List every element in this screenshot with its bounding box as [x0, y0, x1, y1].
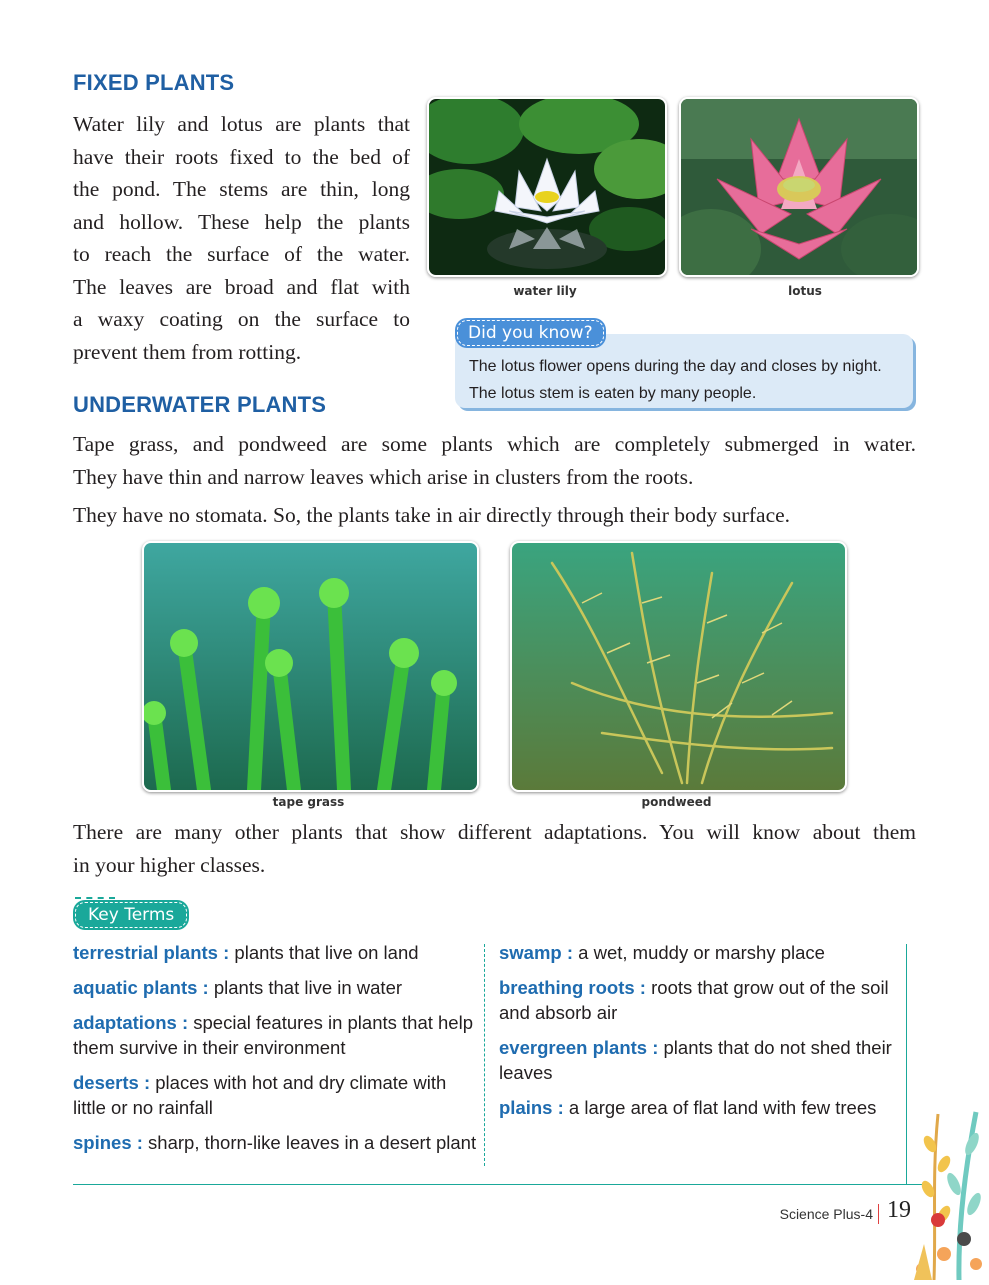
key-terms-label: Key Terms [75, 902, 187, 928]
key-term-item [73, 940, 478, 965]
right-vertical-rule [906, 944, 907, 1184]
underwater-plants-paragraph [73, 428, 916, 493]
key-terms-divider [484, 944, 485, 1166]
key-term-word: terrestrial plants : [73, 942, 230, 963]
text-line: Water lily and lotus are plants that [73, 112, 410, 136]
key-term-word: adaptations : [73, 1012, 189, 1033]
did-you-know-line: The lotus flower opens during the day and closes by night. [469, 358, 882, 375]
text-line: The leaves are broad and flat with [73, 274, 410, 299]
pondweed-caption: pondweed [641, 795, 712, 809]
key-term-item [499, 975, 904, 1025]
key-term-item [73, 1130, 478, 1155]
key-terms-left-column [73, 940, 478, 1155]
key-term-word: deserts : [73, 1072, 151, 1093]
lotus-photo [679, 97, 919, 277]
key-term-word: aquatic plants : [73, 977, 209, 998]
key-term-item [499, 1095, 904, 1120]
text-line: a waxy coating on the surface to [73, 307, 410, 331]
key-term-definition: a large area of flat land with few trees [563, 1097, 877, 1118]
pondweed-photo [510, 541, 847, 792]
fixed-plants-heading: FIXED PLANTS [73, 70, 235, 95]
key-term-item [73, 975, 478, 1000]
text-line: the pond. The stems are thin, long [73, 177, 410, 201]
text-line: and hollow. These help the plants [73, 209, 410, 234]
key-term-item [73, 1070, 478, 1120]
closing-paragraph [73, 816, 916, 881]
fixed-plants-paragraph [73, 108, 410, 368]
water-lily-caption: water lily [513, 284, 577, 298]
text-line: in your higher classes. [73, 852, 266, 877]
key-term-definition: special features in plants that help them survive in their environment [73, 1012, 473, 1058]
key-term-item [73, 1010, 478, 1060]
key-term-definition: plants that live on land [229, 942, 419, 963]
key-term-word: spines : [73, 1132, 143, 1153]
footer-divider [878, 1204, 879, 1224]
key-terms-right-column [499, 940, 904, 1120]
key-term-definition: plants that live in water [208, 977, 403, 998]
text-line: Tape grass, and pondweed are some plants which are completely submerged in water. [73, 432, 916, 456]
text-line: They have thin and narrow leaves which arise in clusters from the roots. [73, 464, 694, 489]
book-title: Science Plus-4 [779, 1206, 873, 1222]
key-term-word: evergreen plants : [499, 1037, 659, 1058]
text-line: to reach the surface of the water. [73, 242, 410, 266]
key-term-definition: a wet, muddy or marshy place [573, 942, 825, 963]
key-term-definition: roots that grow out of the soil and absorb air [499, 977, 889, 1023]
key-term-definition: places with hot and dry climate with little or no rainfall [73, 1072, 447, 1118]
did-you-know-label: Did you know? [457, 320, 604, 346]
text-line: prevent them from rotting. [73, 339, 302, 364]
decorative-plant-illustration [914, 1104, 989, 1280]
key-term-word: breathing roots : [499, 977, 646, 998]
key-terms-dash [75, 897, 115, 901]
tape-grass-photo [142, 541, 479, 792]
page-number: 19 [887, 1197, 911, 1223]
key-term-word: swamp : [499, 942, 574, 963]
text-line: have their roots fixed to the bed of [73, 144, 410, 169]
water-lily-photo [427, 97, 667, 277]
key-term-definition: plants that do not shed their leaves [499, 1037, 892, 1083]
underwater-plants-heading: UNDERWATER PLANTS [73, 392, 327, 417]
bottom-rule [73, 1184, 928, 1185]
key-term-definition: sharp, thorn-like leaves in a desert plant [142, 1132, 477, 1153]
did-you-know-line: The lotus stem is eaten by many people. [469, 385, 757, 402]
stomata-paragraph: They have no stomata. So, the plants take in air directly through their body surface. [73, 503, 791, 527]
tape-grass-caption: tape grass [272, 795, 345, 809]
key-term-item [499, 1035, 904, 1085]
key-term-item [499, 940, 904, 965]
lotus-caption: lotus [788, 284, 822, 298]
text-line: There are many other plants that show different adaptations. You will know about them [73, 820, 916, 844]
key-term-word: plains : [499, 1097, 564, 1118]
